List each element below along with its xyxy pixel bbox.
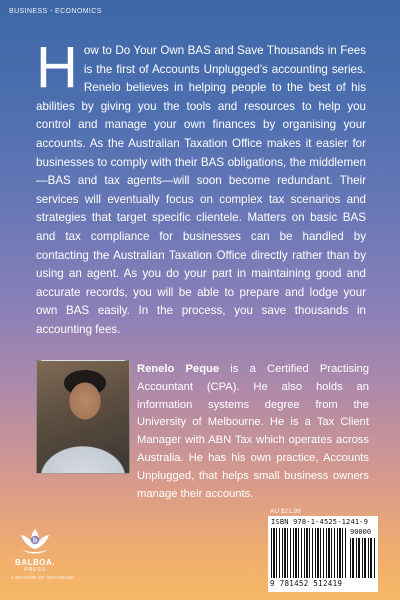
ean-number: 9 781452 512419 xyxy=(270,579,343,588)
barcode-addon-code: 90000 xyxy=(350,528,372,536)
barcode-bars xyxy=(271,528,346,578)
barcode xyxy=(268,516,378,592)
isbn-text: ISBN 978-1-4525-1241-9 xyxy=(271,518,369,526)
barcode-addon-bars xyxy=(350,538,375,578)
author-name: Renelo Peque xyxy=(137,363,220,375)
author-photo xyxy=(36,360,130,474)
author-bio-text: is a Certified Practising Accountant (CPA). He also holds an information systems degree from the University of Melbourne. He is a Tax Client Manager with ABN Tax which operates across Australia. He has his own practice, Accounts Unplugged, that helps small business owners manage their accounts. xyxy=(137,363,370,500)
book-category: BUSINESS - ECONOMICS xyxy=(9,8,102,15)
publisher-parent: A DIVISION OF HAY HOUSE xyxy=(11,575,75,580)
publisher-name: BALBOA. xyxy=(15,558,55,567)
publisher-logo xyxy=(11,527,75,580)
svg-text:b: b xyxy=(32,537,38,545)
blurb-lead-title: ow to Do Your Own BAS and Save Thousands in Fees xyxy=(83,44,366,57)
author-bio xyxy=(137,361,369,503)
blurb-dropcap: H xyxy=(36,35,78,100)
lotus-icon xyxy=(18,527,52,557)
price-label: AU $21.99 xyxy=(270,508,301,515)
book-blurb xyxy=(36,35,366,340)
blurb-body: is the first of Accounts Unplugged’s accounting series. Renelo believes in helping people to the best of his abilities by giving you the tools and resources to help you control and manage your own finances by organising your accounts. As the Australian Taxation Office makes it easier for businesses to comply with their BAS obligations, the middlemen—BAS and tax agents—will soon become redundant. Their services will eventually focus on complex tax scenarios and strategies that target specific clientele. Matters on basic BAS and tax compliance for businesses can be handled by contacting the Australian Taxation Office directly rather than by using an agent. As you do your part in maintaining good and accurate records, you will be able to prepare and lodge your own BAS easily. In the process, you save thousands in accounting fees. xyxy=(36,62,366,336)
publisher-sub: PRESS xyxy=(24,567,46,573)
